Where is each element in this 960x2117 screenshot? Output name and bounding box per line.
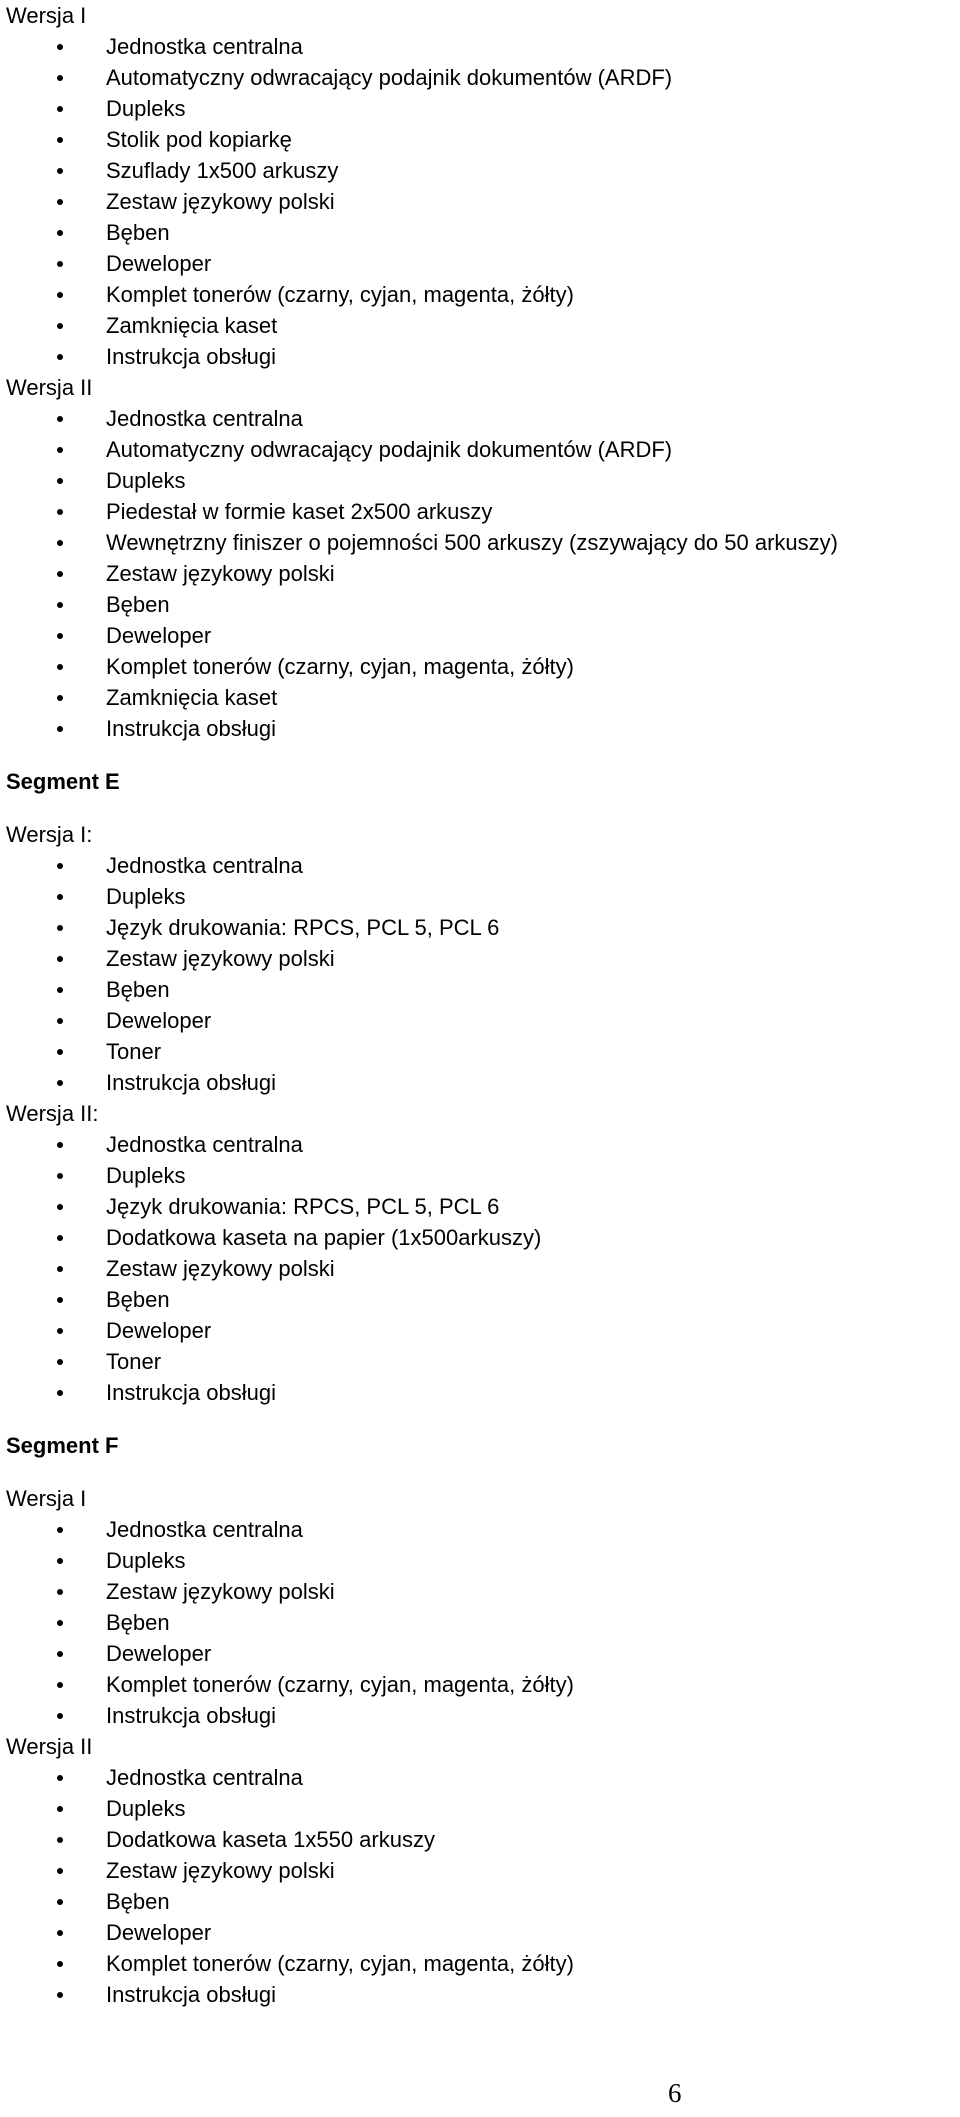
version-label: Wersja II	[6, 375, 93, 400]
bullet-icon	[57, 1837, 63, 1843]
list-item	[6, 651, 954, 682]
bullet-icon	[57, 1527, 63, 1533]
list-item-text: Dupleks	[106, 468, 186, 493]
equipment-list	[6, 403, 954, 744]
list-item	[6, 1036, 954, 1067]
list-item-text: Zestaw językowy polski	[106, 1579, 335, 1604]
bullet-icon	[57, 664, 63, 670]
bullet-icon	[57, 925, 63, 931]
list-item	[6, 1576, 954, 1607]
list-item	[6, 310, 954, 341]
list-item-text: Zamknięcia kaset	[106, 313, 278, 338]
bullet-icon	[57, 695, 63, 701]
list-item-text: Komplet tonerów (czarny, cyjan, magenta, żółty)	[106, 654, 574, 679]
list-item-text: Piedestał w formie kaset 2x500 arkuszy	[106, 499, 493, 524]
list-item	[6, 1638, 954, 1669]
bullet-icon	[57, 1868, 63, 1874]
list-item-text: Dupleks	[106, 1796, 186, 1821]
list-item	[6, 496, 954, 527]
bullet-icon	[57, 1204, 63, 1210]
version-label: Wersja I:	[6, 822, 93, 847]
bullet-icon	[57, 509, 63, 515]
version-label: Wersja I	[6, 1486, 87, 1511]
bullet-icon	[57, 571, 63, 577]
bullet-icon	[57, 1558, 63, 1564]
list-item-text: Toner	[106, 1349, 162, 1374]
list-item	[6, 1793, 954, 1824]
list-item-text: Komplet tonerów (czarny, cyjan, magenta, żółty)	[106, 282, 574, 307]
list-item-text: Instrukcja obsługi	[106, 1982, 276, 2007]
list-item	[6, 1315, 954, 1346]
page-number: 6	[668, 2078, 682, 2108]
list-item	[6, 1948, 954, 1979]
bullet-icon	[57, 447, 63, 453]
bullet-icon	[57, 230, 63, 236]
list-item	[6, 558, 954, 589]
bullet-icon	[57, 633, 63, 639]
list-item-text: Deweloper	[106, 251, 212, 276]
list-item	[6, 1377, 954, 1408]
list-item	[6, 1762, 954, 1793]
list-item-text: Bęben	[106, 220, 170, 245]
bullet-icon	[57, 1142, 63, 1148]
list-item-text: Deweloper	[106, 1318, 212, 1343]
list-item	[6, 62, 954, 93]
list-item-text: Dupleks	[106, 96, 186, 121]
list-item	[6, 1005, 954, 1036]
list-item	[6, 620, 954, 651]
document-body	[6, 0, 954, 2010]
bullet-icon	[57, 1589, 63, 1595]
bullet-icon	[57, 956, 63, 962]
bullet-icon	[57, 1775, 63, 1781]
list-item	[6, 1855, 954, 1886]
list-item	[6, 248, 954, 279]
list-item	[6, 217, 954, 248]
bullet-icon	[57, 1651, 63, 1657]
bullet-icon	[57, 1682, 63, 1688]
list-item	[6, 850, 954, 881]
list-item	[6, 1917, 954, 1948]
bullet-icon	[57, 261, 63, 267]
list-item-text: Instrukcja obsługi	[106, 1380, 276, 1405]
document-section	[6, 0, 954, 744]
bullet-icon	[57, 168, 63, 174]
bullet-icon	[57, 44, 63, 50]
list-item-text: Deweloper	[106, 623, 212, 648]
bullet-icon	[57, 863, 63, 869]
list-item-text: Instrukcja obsługi	[106, 1703, 276, 1728]
equipment-list	[6, 1514, 954, 1731]
bullet-icon	[57, 354, 63, 360]
list-item	[6, 527, 954, 558]
list-item-text: Komplet tonerów (czarny, cyjan, magenta, żółty)	[106, 1951, 574, 1976]
list-item-text: Automatyczny odwracający podajnik dokumentów (ARDF)	[106, 437, 673, 462]
list-item	[6, 124, 954, 155]
list-item-text: Dodatkowa kaseta na papier (1x500arkuszy)	[106, 1225, 542, 1250]
document-section	[6, 766, 954, 1408]
list-item-text: Instrukcja obsługi	[106, 344, 276, 369]
list-item-text: Bęben	[106, 1610, 170, 1635]
bullet-icon	[57, 1297, 63, 1303]
list-item	[6, 1160, 954, 1191]
list-item-text: Jednostka centralna	[106, 406, 303, 431]
list-item	[6, 279, 954, 310]
bullet-icon	[57, 1806, 63, 1812]
list-item-text: Dupleks	[106, 1548, 186, 1573]
list-item-text: Zestaw językowy polski	[106, 1256, 335, 1281]
bullet-icon	[57, 1235, 63, 1241]
list-item	[6, 434, 954, 465]
bullet-icon	[57, 1390, 63, 1396]
list-item	[6, 1545, 954, 1576]
bullet-icon	[57, 1992, 63, 1998]
segment-heading: Segment F	[6, 1433, 119, 1458]
bullet-icon	[57, 987, 63, 993]
list-item-text: Język drukowania: RPCS, PCL 5, PCL 6	[106, 1194, 500, 1219]
list-item-text: Bęben	[106, 977, 170, 1002]
list-item-text: Dodatkowa kaseta 1x550 arkuszy	[106, 1827, 435, 1852]
list-item	[6, 1346, 954, 1377]
list-item	[6, 1284, 954, 1315]
bullet-icon	[57, 726, 63, 732]
bullet-icon	[57, 1018, 63, 1024]
list-item	[6, 1191, 954, 1222]
list-item	[6, 682, 954, 713]
equipment-list	[6, 31, 954, 372]
list-item	[6, 1253, 954, 1284]
list-item-text: Zestaw językowy polski	[106, 189, 335, 214]
list-item	[6, 403, 954, 434]
bullet-icon	[57, 894, 63, 900]
list-item-text: Bęben	[106, 1287, 170, 1312]
list-item-text: Jednostka centralna	[106, 34, 303, 59]
list-item	[6, 31, 954, 62]
list-item	[6, 1824, 954, 1855]
bullet-icon	[57, 323, 63, 329]
list-item-text: Komplet tonerów (czarny, cyjan, magenta, żółty)	[106, 1672, 574, 1697]
segment-heading: Segment E	[6, 769, 120, 794]
version-label: Wersja I	[6, 3, 87, 28]
list-item	[6, 943, 954, 974]
list-item	[6, 1886, 954, 1917]
list-item-text: Toner	[106, 1039, 162, 1064]
bullet-icon	[57, 75, 63, 81]
bullet-icon	[57, 602, 63, 608]
list-item-text: Jednostka centralna	[106, 1765, 303, 1790]
bullet-icon	[57, 106, 63, 112]
bullet-icon	[57, 1899, 63, 1905]
list-item-text: Zestaw językowy polski	[106, 561, 335, 586]
list-item	[6, 881, 954, 912]
bullet-icon	[57, 1080, 63, 1086]
list-item-text: Zamknięcia kaset	[106, 685, 278, 710]
list-item	[6, 1979, 954, 2010]
bullet-icon	[57, 1266, 63, 1272]
list-item	[6, 912, 954, 943]
list-item	[6, 465, 954, 496]
list-item	[6, 713, 954, 744]
bullet-icon	[57, 1328, 63, 1334]
list-item-text: Jednostka centralna	[106, 1132, 303, 1157]
equipment-list	[6, 850, 954, 1098]
list-item-text: Zestaw językowy polski	[106, 1858, 335, 1883]
list-item-text: Wewnętrzny finiszer o pojemności 500 arkuszy (zszywający do 50 arkuszy)	[106, 530, 838, 555]
list-item-text: Stolik pod kopiarkę	[106, 127, 292, 152]
version-label: Wersja II:	[6, 1101, 99, 1126]
list-item-text: Instrukcja obsługi	[106, 716, 276, 741]
list-item	[6, 155, 954, 186]
list-item-text: Szuflady 1x500 arkuszy	[106, 158, 339, 183]
list-item	[6, 1607, 954, 1638]
list-item	[6, 589, 954, 620]
bullet-icon	[57, 416, 63, 422]
bullet-icon	[57, 1173, 63, 1179]
list-item-text: Instrukcja obsługi	[106, 1070, 276, 1095]
list-item-text: Deweloper	[106, 1920, 212, 1945]
list-item-text: Język drukowania: RPCS, PCL 5, PCL 6	[106, 915, 500, 940]
equipment-list	[6, 1762, 954, 2010]
list-item-text: Zestaw językowy polski	[106, 946, 335, 971]
list-item	[6, 186, 954, 217]
list-item-text: Bęben	[106, 1889, 170, 1914]
list-item-text: Jednostka centralna	[106, 853, 303, 878]
list-item-text: Bęben	[106, 592, 170, 617]
list-item-text: Automatyczny odwracający podajnik dokumentów (ARDF)	[106, 65, 673, 90]
bullet-icon	[57, 1713, 63, 1719]
list-item-text: Dupleks	[106, 1163, 186, 1188]
list-item	[6, 974, 954, 1005]
document-section	[6, 1430, 954, 2010]
bullet-icon	[57, 1049, 63, 1055]
bullet-icon	[57, 199, 63, 205]
list-item	[6, 1514, 954, 1545]
list-item	[6, 1067, 954, 1098]
bullet-icon	[57, 540, 63, 546]
list-item	[6, 1129, 954, 1160]
list-item-text: Deweloper	[106, 1641, 212, 1666]
equipment-list	[6, 1129, 954, 1408]
bullet-icon	[57, 1930, 63, 1936]
list-item	[6, 341, 954, 372]
bullet-icon	[57, 1961, 63, 1967]
list-item	[6, 1222, 954, 1253]
list-item	[6, 1700, 954, 1731]
bullet-icon	[57, 478, 63, 484]
version-label: Wersja II	[6, 1734, 93, 1759]
list-item	[6, 1669, 954, 1700]
list-item-text: Dupleks	[106, 884, 186, 909]
list-item-text: Deweloper	[106, 1008, 212, 1033]
bullet-icon	[57, 1359, 63, 1365]
bullet-icon	[57, 292, 63, 298]
list-item	[6, 93, 954, 124]
bullet-icon	[57, 1620, 63, 1626]
list-item-text: Jednostka centralna	[106, 1517, 303, 1542]
bullet-icon	[57, 137, 63, 143]
